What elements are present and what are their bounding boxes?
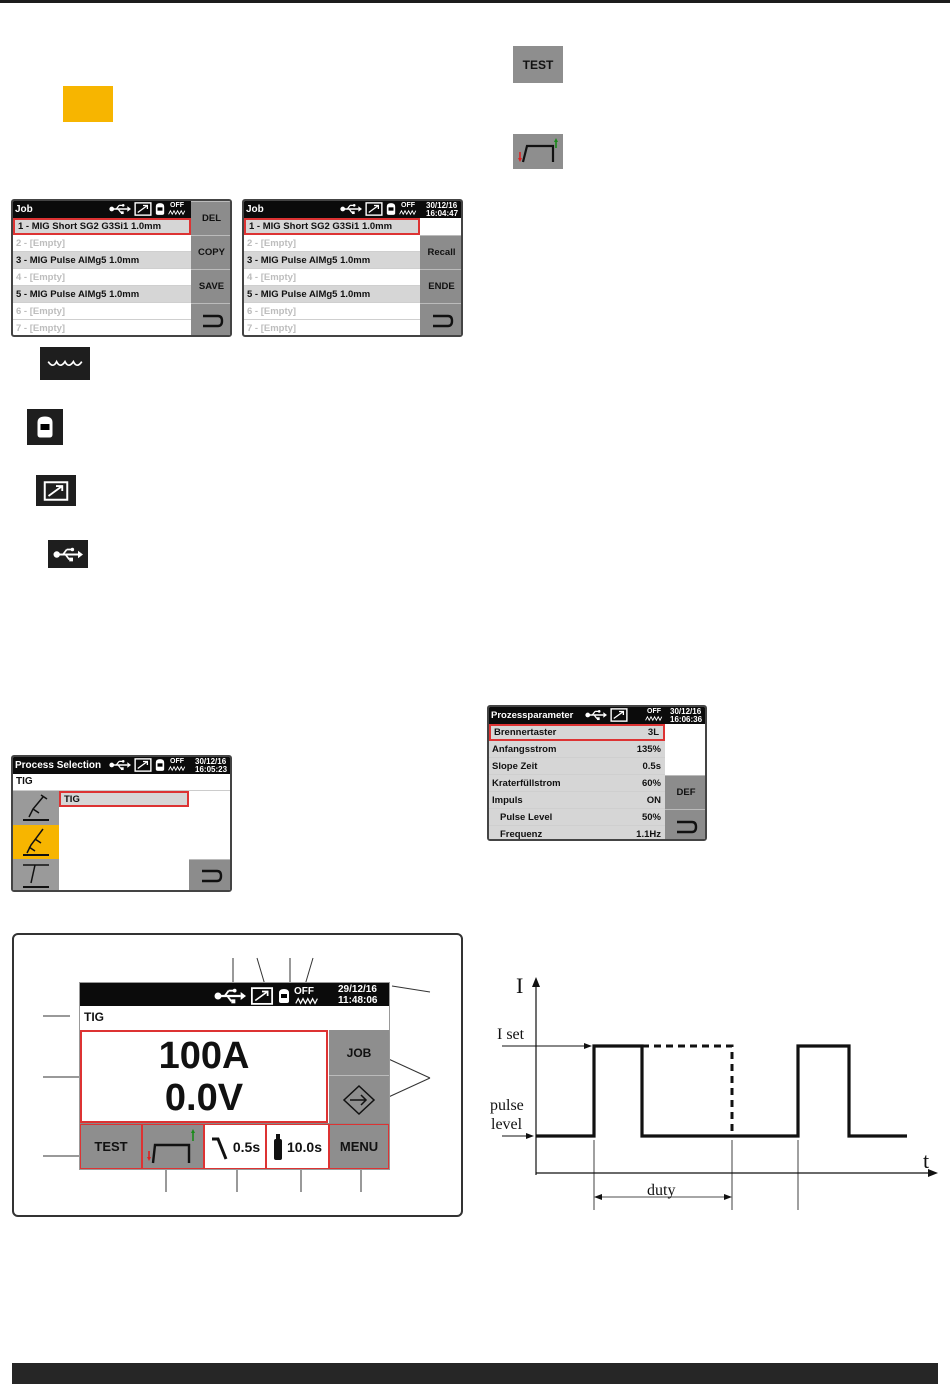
menu-button[interactable]: MENU (329, 1124, 389, 1169)
pulse-level-label: pulse (490, 1097, 524, 1114)
slope-time-value: 0.5s (232, 1138, 261, 1155)
test-button[interactable]: TEST (80, 1124, 142, 1169)
y-axis-label: I (516, 973, 524, 998)
pulse-waveform (536, 1046, 907, 1136)
job-row[interactable]: 7 - [Empty] (244, 320, 420, 337)
gas-time-value: 10.0s (286, 1138, 323, 1155)
i-set-label: I set (497, 1026, 525, 1043)
pulse-dashed (642, 1046, 732, 1136)
gas-time-button[interactable] (266, 1124, 329, 1169)
job-row[interactable]: 6 - [Empty] (244, 303, 420, 320)
x-axis-label: t (923, 1148, 930, 1173)
job-row[interactable]: 4 - [Empty] (13, 269, 191, 286)
param-row[interactable]: Frequenz 1.1Hz (489, 826, 665, 841)
voltage-readout: 0.0V (164, 1077, 244, 1119)
bottom-bar (80, 1123, 389, 1169)
param-row[interactable]: Anfangsstrom 135% (489, 741, 665, 758)
datetime: 29/12/16 11:48:06 (338, 984, 378, 1006)
datetime: 30/12/16 16:04:47 (426, 201, 459, 218)
job-row[interactable]: 3 - MIG Pulse AlMg5 1.0mm (13, 252, 191, 269)
job-row[interactable]: 2 - [Empty] (244, 235, 420, 252)
datetime: 30/12/16 16:06:36 (670, 707, 703, 724)
param-row[interactable]: Pulse Level 50% (489, 809, 665, 826)
trigger-mode-button[interactable] (142, 1124, 204, 1169)
param-row[interactable]: Kraterfüllstrom 60% (489, 775, 665, 792)
param-row[interactable]: Brennertaster 3L (489, 724, 665, 741)
display-readout[interactable] (80, 1030, 328, 1123)
job-row[interactable]: 2 - [Empty] (13, 235, 191, 252)
param-row[interactable]: Impuls ON (489, 792, 665, 809)
process-list-item[interactable]: TIG (59, 791, 189, 807)
job-row[interactable]: 4 - [Empty] (244, 269, 420, 286)
screen-title: Process Selection (15, 760, 102, 771)
screen-title: Job (15, 204, 33, 215)
waves-icon (294, 997, 320, 1005)
pulse-level-label-2: level (491, 1116, 523, 1133)
save-button[interactable]: SAVE (191, 269, 232, 303)
ende-button[interactable]: ENDE (420, 269, 463, 303)
trigger-mode-icon (143, 1125, 203, 1168)
off-indicator: OFF (645, 708, 663, 722)
off-indicator: OFF (399, 202, 417, 216)
status-bar (80, 983, 389, 1006)
copy-button[interactable]: COPY (191, 235, 232, 269)
usb-icon (214, 988, 246, 1004)
screen-title: Prozessparameter (491, 710, 574, 721)
off-indicator: OFF (168, 758, 186, 772)
current-process: TIG (16, 776, 33, 787)
off-indicator: OFF (168, 202, 186, 216)
job-row[interactable]: 7 - [Empty] (13, 320, 191, 337)
screen-title: Job (246, 204, 264, 215)
welding-helmet-icon (278, 987, 290, 1005)
job-row[interactable]: 5 - MIG Pulse AlMg5 1.0mm (13, 286, 191, 303)
gas-bottle-icon (273, 1133, 283, 1161)
enter-button[interactable] (329, 1076, 389, 1123)
job-row[interactable]: 3 - MIG Pulse AlMg5 1.0mm (244, 252, 420, 269)
off-indicator: OFF (294, 987, 320, 1005)
job-row[interactable]: 6 - [Empty] (13, 303, 191, 320)
duty-label: duty (647, 1182, 676, 1199)
main-screen (79, 982, 390, 1170)
remote-control-icon (250, 987, 274, 1005)
param-row[interactable]: Slope Zeit 0.5s (489, 758, 665, 775)
test-button[interactable]: TEST (513, 46, 563, 83)
datetime: 30/12/16 16:05:23 (195, 757, 228, 774)
job-row[interactable]: 1 - MIG Short SG2 G3Si1 1.0mm (13, 218, 191, 235)
pulse-diagram (480, 975, 945, 1215)
slope-time-button[interactable] (204, 1124, 266, 1169)
enter-arrow-icon (342, 1084, 376, 1116)
job-row[interactable]: 1 - MIG Short SG2 G3Si1 1.0mm (244, 218, 420, 235)
recall-button[interactable]: Recall (420, 235, 463, 269)
current-readout: 100A (158, 1035, 250, 1077)
process-label: TIG (84, 1010, 104, 1024)
job-button[interactable]: JOB (329, 1030, 389, 1076)
del-button[interactable]: DEL (191, 201, 232, 235)
footer-bar (12, 1363, 938, 1384)
def-button[interactable]: DEF (665, 775, 707, 809)
slope-down-icon (210, 1133, 230, 1161)
job-row[interactable]: 5 - MIG Pulse AlMg5 1.0mm (244, 286, 420, 303)
